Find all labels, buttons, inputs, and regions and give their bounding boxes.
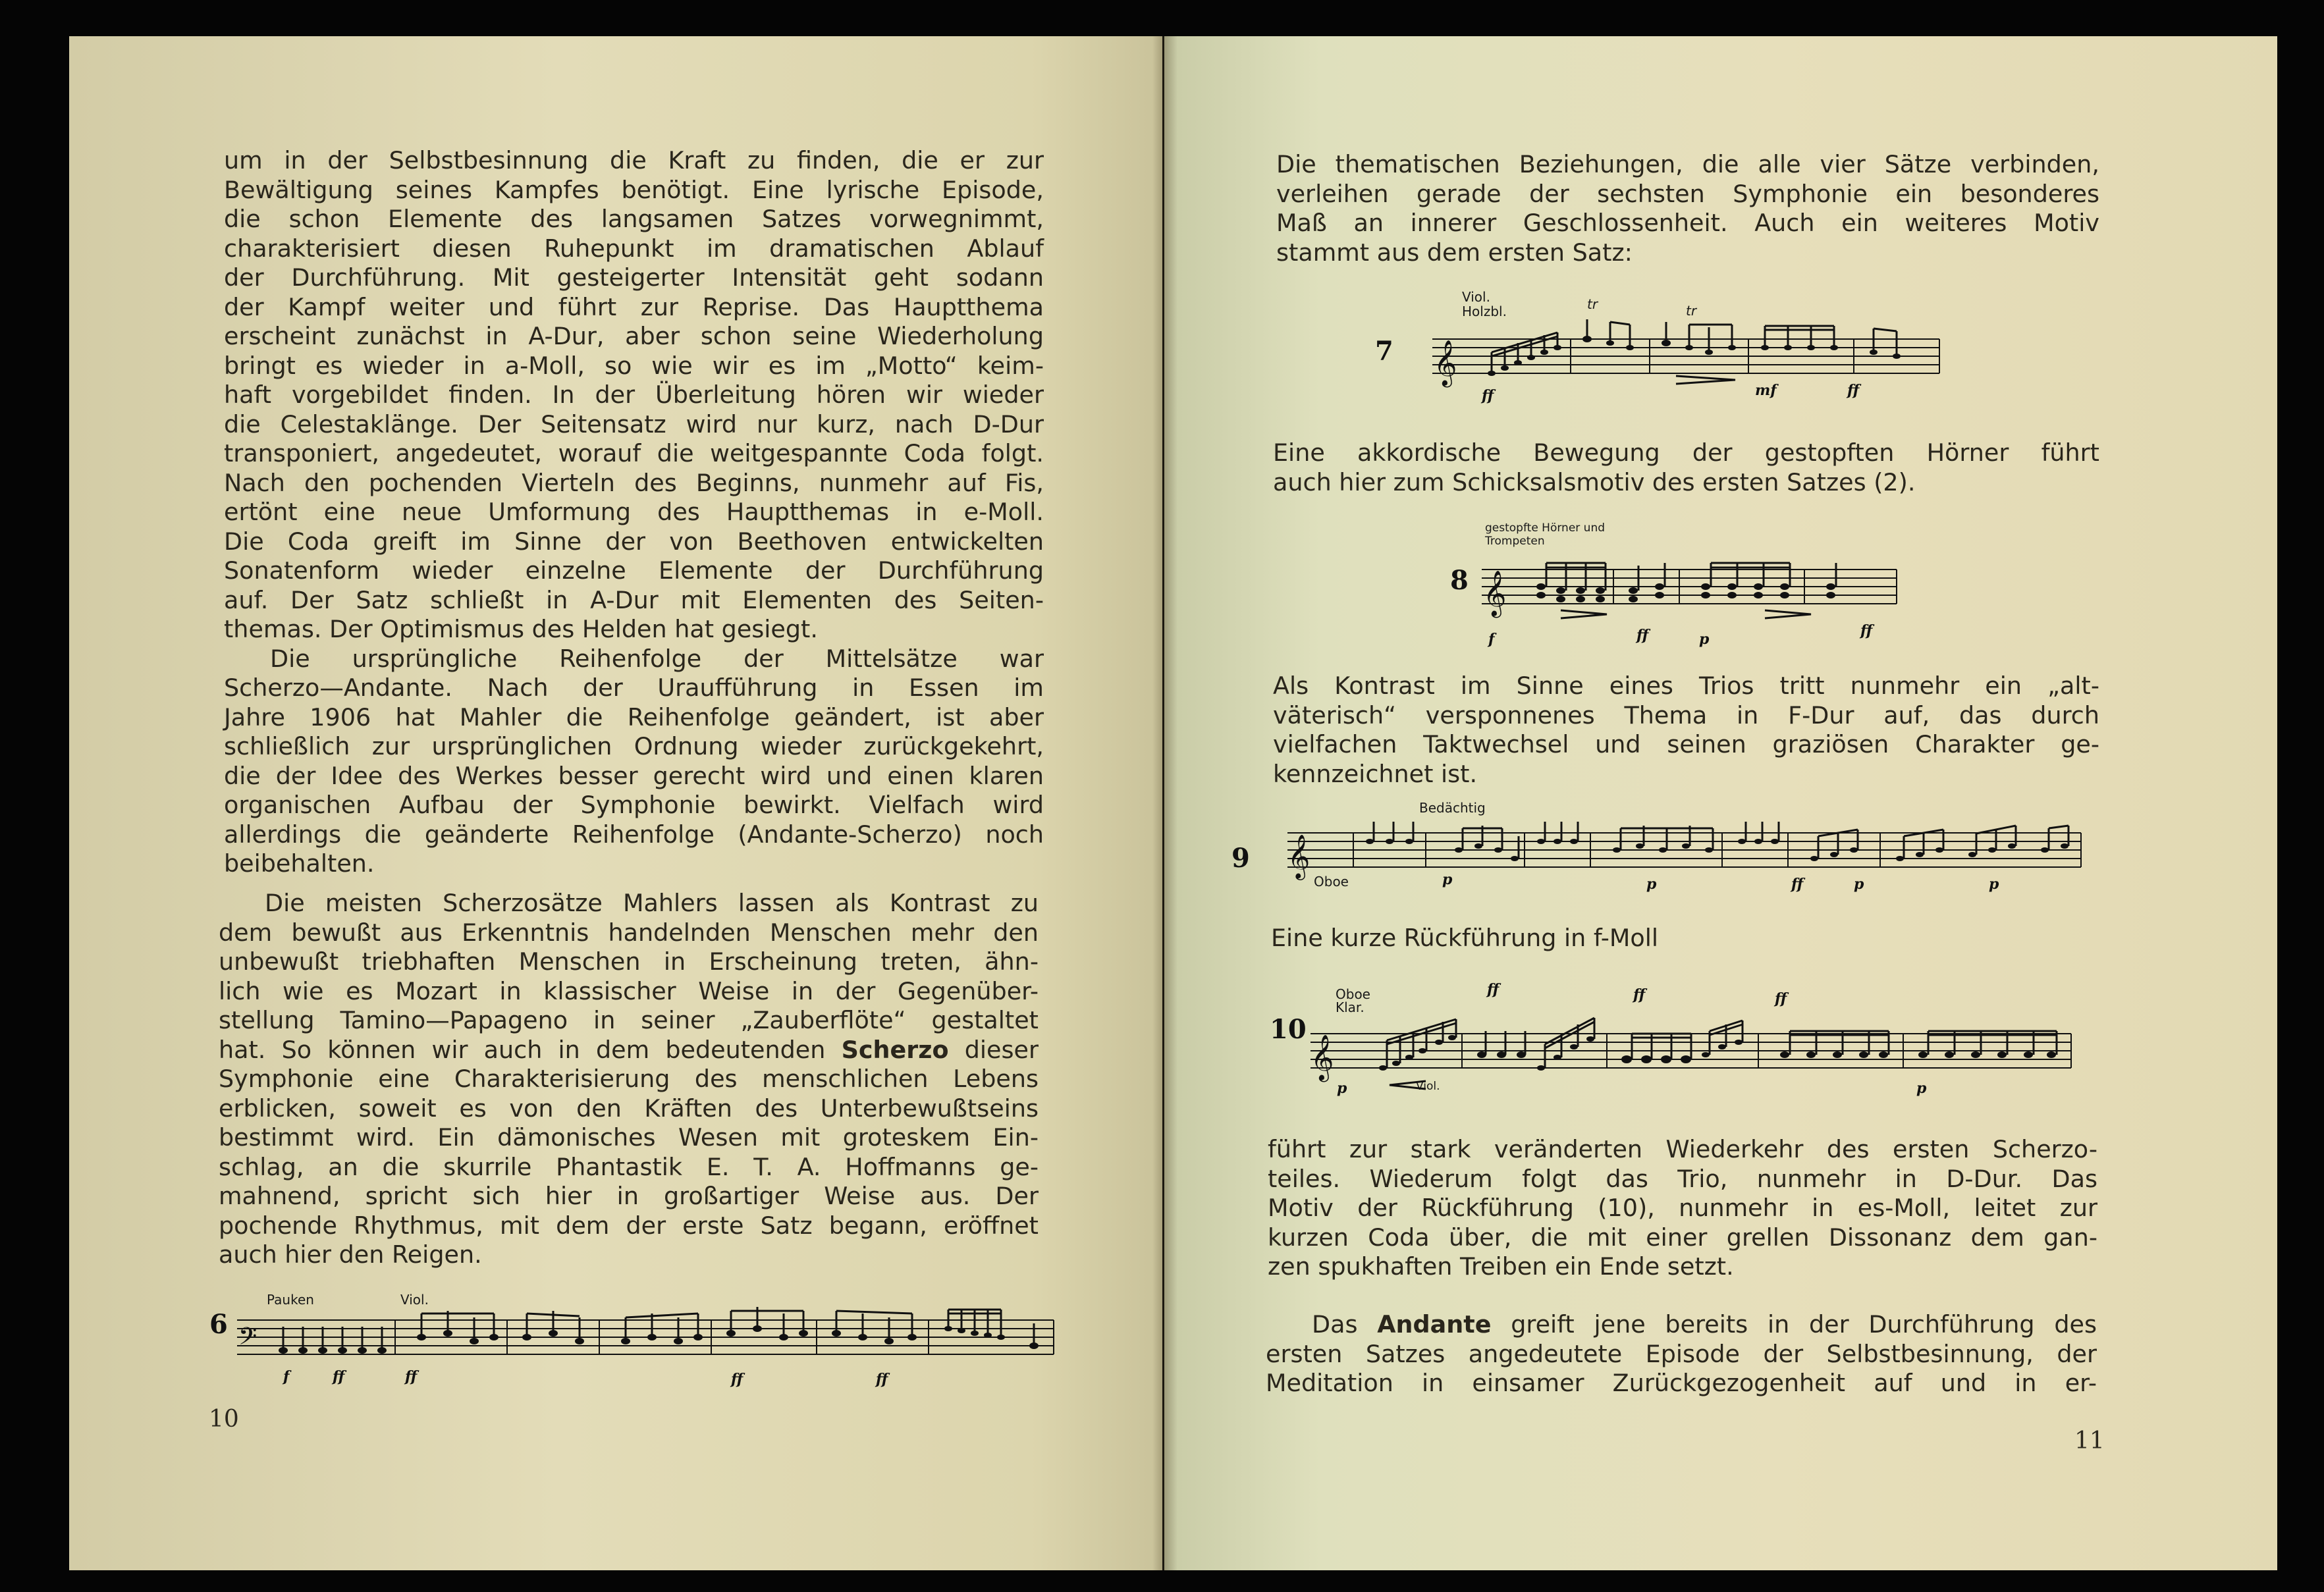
text-line: lich wie es Mozart in klassischer Weise in der Gegenüber- xyxy=(219,976,1039,1005)
text-line: allerdings die geänderte Reihenfolge (Andante-Scherzo) noch xyxy=(224,820,1044,849)
text-line: bringt es wieder in a-Moll, so wie wir es im „Motto“ keim- xyxy=(224,351,1044,380)
example-number: 7 xyxy=(1375,336,1393,367)
dynamic-mark: p xyxy=(1916,1080,1927,1097)
text-fragment: dieser xyxy=(964,1035,1039,1064)
dynamic-mark: ff xyxy=(1633,986,1646,1003)
text-line: Bewältigung seines Kampfes benötigt. Eine lyrische Episode, xyxy=(224,175,1044,204)
dynamic-mark: ff xyxy=(333,1368,345,1385)
dynamic-mark: p xyxy=(1989,876,1999,893)
bold-word-andante: Andante xyxy=(1377,1310,1492,1339)
svg-text:𝄞: 𝄞 xyxy=(1311,1034,1334,1080)
music-staff xyxy=(1482,550,1903,629)
dynamic-mark: ff xyxy=(1636,627,1649,644)
text-line: themas. Der Optimismus des Helden hat gesiegt. xyxy=(224,615,818,643)
dynamic-mark: ff xyxy=(1860,622,1873,639)
text-fragment: hat. So können wir auch in dem bedeutenden xyxy=(219,1035,826,1064)
text-line: Sonatenform wieder einzelne Elemente der Durchführung xyxy=(224,556,1044,585)
text-line: Eine akkordische Bewegung der gestopften Hörner führt xyxy=(1273,438,2099,467)
music-staff xyxy=(1311,1014,2078,1100)
text-line: vielfachen Taktwechsel und seinen graziösen Charakter ge- xyxy=(1273,730,2099,758)
right-text-paragraph-2 xyxy=(1273,438,2099,497)
dynamic-mark: p xyxy=(1699,631,1710,648)
text-line: schließlich zur ursprünglichen Ordnung wieder zurückgekehrt, xyxy=(224,732,1044,760)
text-line: unbewußt triebhaften Menschen in Erscheinung treten, ähn- xyxy=(219,947,1039,976)
dynamic-mark: ff xyxy=(1847,382,1860,399)
text-line: organischen Aufbau der Symphonie bewirkt. Vielfach wird xyxy=(224,791,1044,819)
trill-mark: tr xyxy=(1686,303,1697,319)
music-example-10 xyxy=(1251,981,2081,1126)
text-line: charakterisiert diesen Ruhepunkt im dramatischen Ablauf xyxy=(224,234,1044,263)
tempo-marking: Bedächtig xyxy=(1419,800,1486,816)
text-line: stellung Tamino—Papageno in seiner „Zauberflöte“ gestaltet xyxy=(219,1006,1039,1034)
example-number: 6 xyxy=(209,1309,228,1340)
dynamic-mark: ff xyxy=(876,1371,888,1388)
left-text-paragraph-1 xyxy=(224,146,1044,879)
instrument-label: Viol. xyxy=(1416,1080,1440,1093)
text-line: der Kampf weiter und führt zur Reprise. Das Hauptthema xyxy=(224,292,1044,321)
text-line: Als Kontrast im Sinne eines Trios tritt nunmehr ein „alt- xyxy=(1273,672,2099,700)
text-line: verleihen gerade der sechsten Symphonie ein besonderes xyxy=(1276,179,2099,208)
text-line: schlag, an die skurrile Phantastik E. T. A. Hoffmanns ge- xyxy=(219,1152,1039,1181)
example-number: 10 xyxy=(1270,1014,1307,1045)
text-line: bestimmt wird. Ein dämonisches Wesen mit groteskem Ein- xyxy=(219,1123,1039,1152)
music-staff xyxy=(230,1307,1060,1379)
bold-word-scherzo: Scherzo xyxy=(841,1035,949,1064)
book-gutter xyxy=(1152,36,1177,1570)
text-line: Maß an innerer Geschlossenheit. Auch ein weiteres Motiv xyxy=(1276,209,2099,237)
dynamic-mark: p xyxy=(1337,1080,1347,1097)
dynamic-mark: ff xyxy=(1487,981,1500,998)
text-line: teiles. Wiederum folgt das Trio, nunmehr in D-Dur. Das xyxy=(1268,1164,2097,1193)
text-line: Meditation in einsamer Zurückgezogenheit auf und in er- xyxy=(1266,1369,2097,1397)
text-line: beibehalten. xyxy=(224,849,375,878)
text-line: dem bewußt aus Erkenntnis handelnden Menschen mehr den xyxy=(219,918,1039,947)
text-line: Motiv der Rückführung (10), nunmehr in es-Moll, leitet zur xyxy=(1268,1194,2097,1222)
text-line: erblicken, soweit es von den Kräften des Unterbewußtseins xyxy=(219,1094,1039,1123)
instrument-label: Viol. xyxy=(400,1292,429,1308)
dynamic-mark: ff xyxy=(1791,876,1804,893)
text-line: erscheint zunächst in A-Dur, aber schon seine Wiederholung xyxy=(224,322,1044,350)
dynamic-mark: ff xyxy=(405,1368,418,1385)
instrument-label: Oboe Klar. xyxy=(1336,986,1370,1015)
text-line: mahnend, spricht sich hier in großartiger Weise aus. Der xyxy=(219,1182,1039,1210)
text-fragment: Das xyxy=(1312,1310,1358,1339)
text-line: führt zur stark veränderten Wiederkehr des ersten Scherzo- xyxy=(1268,1135,2097,1163)
music-example-6 xyxy=(204,1290,1060,1402)
text-line: die schon Elemente des langsamen Satzes vorwegnimmt, xyxy=(224,205,1044,233)
text-line: Eine kurze Rückführung in f-Moll xyxy=(1271,924,1658,952)
dynamic-mark: mf xyxy=(1755,382,1777,399)
text-line: auch hier zum Schicksalsmotiv des ersten Satzes (2). xyxy=(1273,467,1916,496)
text-line: der Durchführung. Mit gesteigerter Intensität geht sodann xyxy=(224,263,1044,292)
music-example-9 xyxy=(1225,800,2094,905)
right-text-paragraph-5 xyxy=(1268,1135,2097,1282)
text-line: Die thematischen Beziehungen, die alle vier Sätze verbinden, xyxy=(1276,150,2099,178)
text-line: Nach den pochenden Vierteln des Beginns, nunmehr auf Fis, xyxy=(224,468,1044,497)
text-line: um in der Selbstbesinnung die Kraft zu finden, die er zur xyxy=(224,146,1044,174)
svg-text:𝄞: 𝄞 xyxy=(1434,340,1457,386)
music-example-8 xyxy=(1436,520,1910,652)
svg-text:𝄞: 𝄞 xyxy=(1483,570,1507,616)
dynamic-mark: p xyxy=(1854,876,1864,893)
text-line: Scherzo—Andante. Nach der Uraufführung in Essen im xyxy=(224,674,1044,702)
music-example-7 xyxy=(1370,283,1949,415)
dynamic-mark: f xyxy=(1488,631,1495,648)
text-line: auf. Der Satz schließt in A-Dur mit Elementen des Seiten- xyxy=(224,585,1044,614)
text-line: ertönt eine neue Umformung des Hauptthemas in e-Moll. xyxy=(224,498,1044,526)
page-number-right: 11 xyxy=(2074,1427,2105,1454)
right-text-paragraph-1 xyxy=(1276,150,2099,267)
right-text-paragraph-3 xyxy=(1273,672,2099,789)
text-line: zen spukhaften Treiben ein Ende setzt. xyxy=(1268,1252,1734,1281)
dynamic-mark: p xyxy=(1646,876,1657,893)
svg-text:𝄞: 𝄞 xyxy=(1287,834,1311,878)
text-line: ersten Satzes angedeutete Episode der Selbstbesinnung, der xyxy=(1266,1339,2097,1368)
text-line: Die Coda greift im Sinne der von Beethoven entwickelten xyxy=(224,527,1044,556)
text-line: Die ursprüngliche Reihenfolge der Mittelsätze war xyxy=(270,644,1044,673)
dynamic-mark: p xyxy=(1442,871,1453,888)
dynamic-mark: f xyxy=(283,1368,290,1385)
text-line xyxy=(1266,1310,2097,1340)
right-text-paragraph-4 xyxy=(1271,924,2097,953)
music-staff xyxy=(1432,319,1946,392)
text-line: haft vorgebildet finden. In der Überleitung hören wir wieder xyxy=(224,381,1044,409)
example-number: 9 xyxy=(1231,843,1250,874)
dynamic-mark: ff xyxy=(1775,990,1787,1007)
music-staff xyxy=(1287,816,2088,882)
instrument-label: Pauken xyxy=(267,1292,314,1308)
text-line: transponiert, angedeutet, worauf die weitgespannte Coda folgt. xyxy=(224,439,1044,467)
text-fragment: greift jene bereits in der Durchführung des xyxy=(1511,1310,2097,1339)
right-text-paragraph-6 xyxy=(1266,1310,2097,1398)
text-line: auch hier den Reigen. xyxy=(219,1240,482,1269)
text-line: die Celestaklänge. Der Seitensatz wird nur kurz, nach D-Dur xyxy=(224,410,1044,438)
text-line: väterisch“ versponnenes Thema in F-Dur auf, das durch xyxy=(1273,701,2099,730)
example-number: 8 xyxy=(1450,565,1469,596)
text-line xyxy=(219,1036,1039,1065)
text-line: Die meisten Scherzosätze Mahlers lassen als Kontrast zu xyxy=(265,889,1039,917)
text-line: pochende Rhythmus, mit dem der erste Satz begann, eröffnet xyxy=(219,1211,1039,1240)
left-text-paragraph-3 xyxy=(219,889,1039,1270)
text-line: kennzeichnet ist. xyxy=(1273,759,1478,788)
dynamic-mark: ff xyxy=(1482,387,1494,404)
text-line: die der Idee des Werkes besser gerecht wird und einen klaren xyxy=(224,761,1044,790)
instrument-label: gestopfte Hörner und Trompeten xyxy=(1485,521,1606,548)
svg-text:𝄢: 𝄢 xyxy=(238,1323,257,1356)
text-line: Symphonie eine Charakterisierung des menschlichen Lebens xyxy=(219,1065,1039,1093)
dynamic-mark: ff xyxy=(731,1371,743,1388)
text-line: Jahre 1906 hat Mahler die Reihenfolge geändert, ist aber xyxy=(224,703,1044,731)
text-line: stammt aus dem ersten Satz: xyxy=(1276,238,1633,267)
trill-mark: tr xyxy=(1587,296,1598,312)
text-line: kurzen Coda über, die mit einer grellen Dissonanz dem gan- xyxy=(1268,1223,2097,1252)
page-number-left: 10 xyxy=(209,1406,239,1433)
instrument-label: Oboe xyxy=(1314,874,1349,889)
instrument-label: Viol. Holzbl. xyxy=(1462,289,1507,319)
